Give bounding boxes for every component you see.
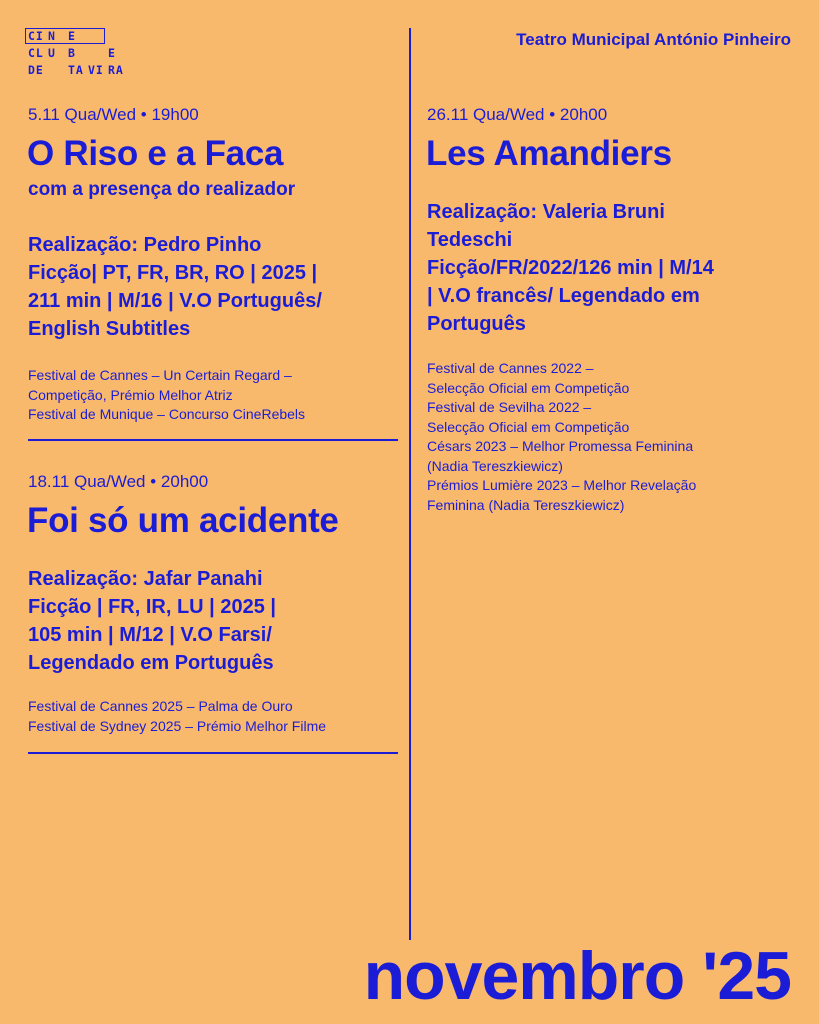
award-line: Festival de Cannes 2022 – [427, 360, 594, 376]
award-line: Festival de Munique – Concurso CineRebels [28, 406, 306, 422]
details-line: 211 min | M/16 | V.O Português/ [28, 290, 322, 312]
logo-letters: E [68, 29, 76, 43]
logo-row [28, 45, 128, 62]
details-line: Ficção | FR, IR, LU | 2025 | [28, 596, 276, 618]
venue-name: Teatro Municipal António Pinheiro [516, 30, 791, 49]
section-divider [28, 439, 398, 441]
screening-date: 18.11 Qua/Wed • 20h00 [28, 472, 209, 491]
section-divider [28, 752, 398, 754]
award-line: Festival de Sevilha 2022 – [427, 399, 592, 415]
program-month: novembro '25 [363, 938, 791, 1014]
logo-letters: N [48, 29, 56, 43]
logo-letters: DE [28, 63, 44, 77]
award-line: Feminina (Nadia Tereszkiewicz) [427, 496, 625, 513]
logo-letters [88, 45, 108, 62]
film-details [28, 231, 322, 343]
film-title: Foi só um acidente [27, 501, 339, 540]
cineclube-logo [28, 28, 128, 79]
film-awards [28, 366, 305, 425]
film-subtitle: com a presença do realizador [28, 179, 296, 200]
film-details [28, 565, 276, 677]
logo-letters: TA [68, 63, 84, 77]
details-line: 105 min | M/12 | V.O Farsi/ [28, 624, 272, 646]
award-line: Festival de Cannes – Un Certain Regard – [28, 367, 292, 383]
logo-letters: RA [108, 63, 124, 77]
award-line: (Nadia Tereszkiewicz) [427, 457, 563, 474]
award-line: Césars 2023 – Melhor Promessa Feminina [427, 438, 694, 454]
details-line: English Subtitles [28, 318, 191, 340]
details-line: Realização: Pedro Pinho [28, 234, 262, 256]
details-line: Ficção/FR/2022/126 min | M/14 [427, 257, 714, 279]
logo-letters: CL [28, 46, 44, 60]
details-line: Legendado em Português [28, 652, 274, 674]
logo-letters: E [108, 46, 116, 60]
award-line: Selecção Oficial em Competição [427, 379, 630, 396]
details-line: Português [427, 313, 526, 335]
column-divider [409, 28, 411, 940]
award-line: Competição, Prémio Melhor Atriz [28, 386, 233, 403]
logo-letters [48, 62, 68, 79]
logo-frame [25, 28, 105, 44]
film-title: O Riso e a Faca [27, 134, 284, 173]
film-awards [427, 359, 696, 515]
details-line: | V.O francês/ Legendado em [427, 285, 700, 307]
logo-row [28, 62, 128, 79]
screening-date: 5.11 Qua/Wed • 19h00 [28, 105, 199, 124]
details-line: Ficção| PT, FR, BR, RO | 2025 | [28, 262, 318, 284]
award-line: Prémios Lumière 2023 – Melhor Revelação [427, 477, 697, 493]
details-line: Realização: Valeria Bruni [427, 201, 665, 223]
logo-letters: CI [28, 29, 44, 43]
logo-letters: U [48, 46, 56, 60]
award-line: Festival de Cannes 2025 – Palma de Ouro [28, 698, 293, 714]
details-line: Realização: Jafar Panahi [28, 568, 263, 590]
award-line: Festival de Sydney 2025 – Prémio Melhor Filme [28, 717, 327, 734]
film-awards [28, 697, 326, 736]
award-line: Selecção Oficial em Competição [427, 418, 630, 435]
logo-letters: VI [88, 63, 104, 77]
logo-letters: B [68, 46, 76, 60]
film-details [427, 198, 714, 338]
film-title: Les Amandiers [426, 134, 672, 173]
details-line: Tedeschi [427, 229, 513, 251]
screening-date: 26.11 Qua/Wed • 20h00 [427, 105, 608, 124]
